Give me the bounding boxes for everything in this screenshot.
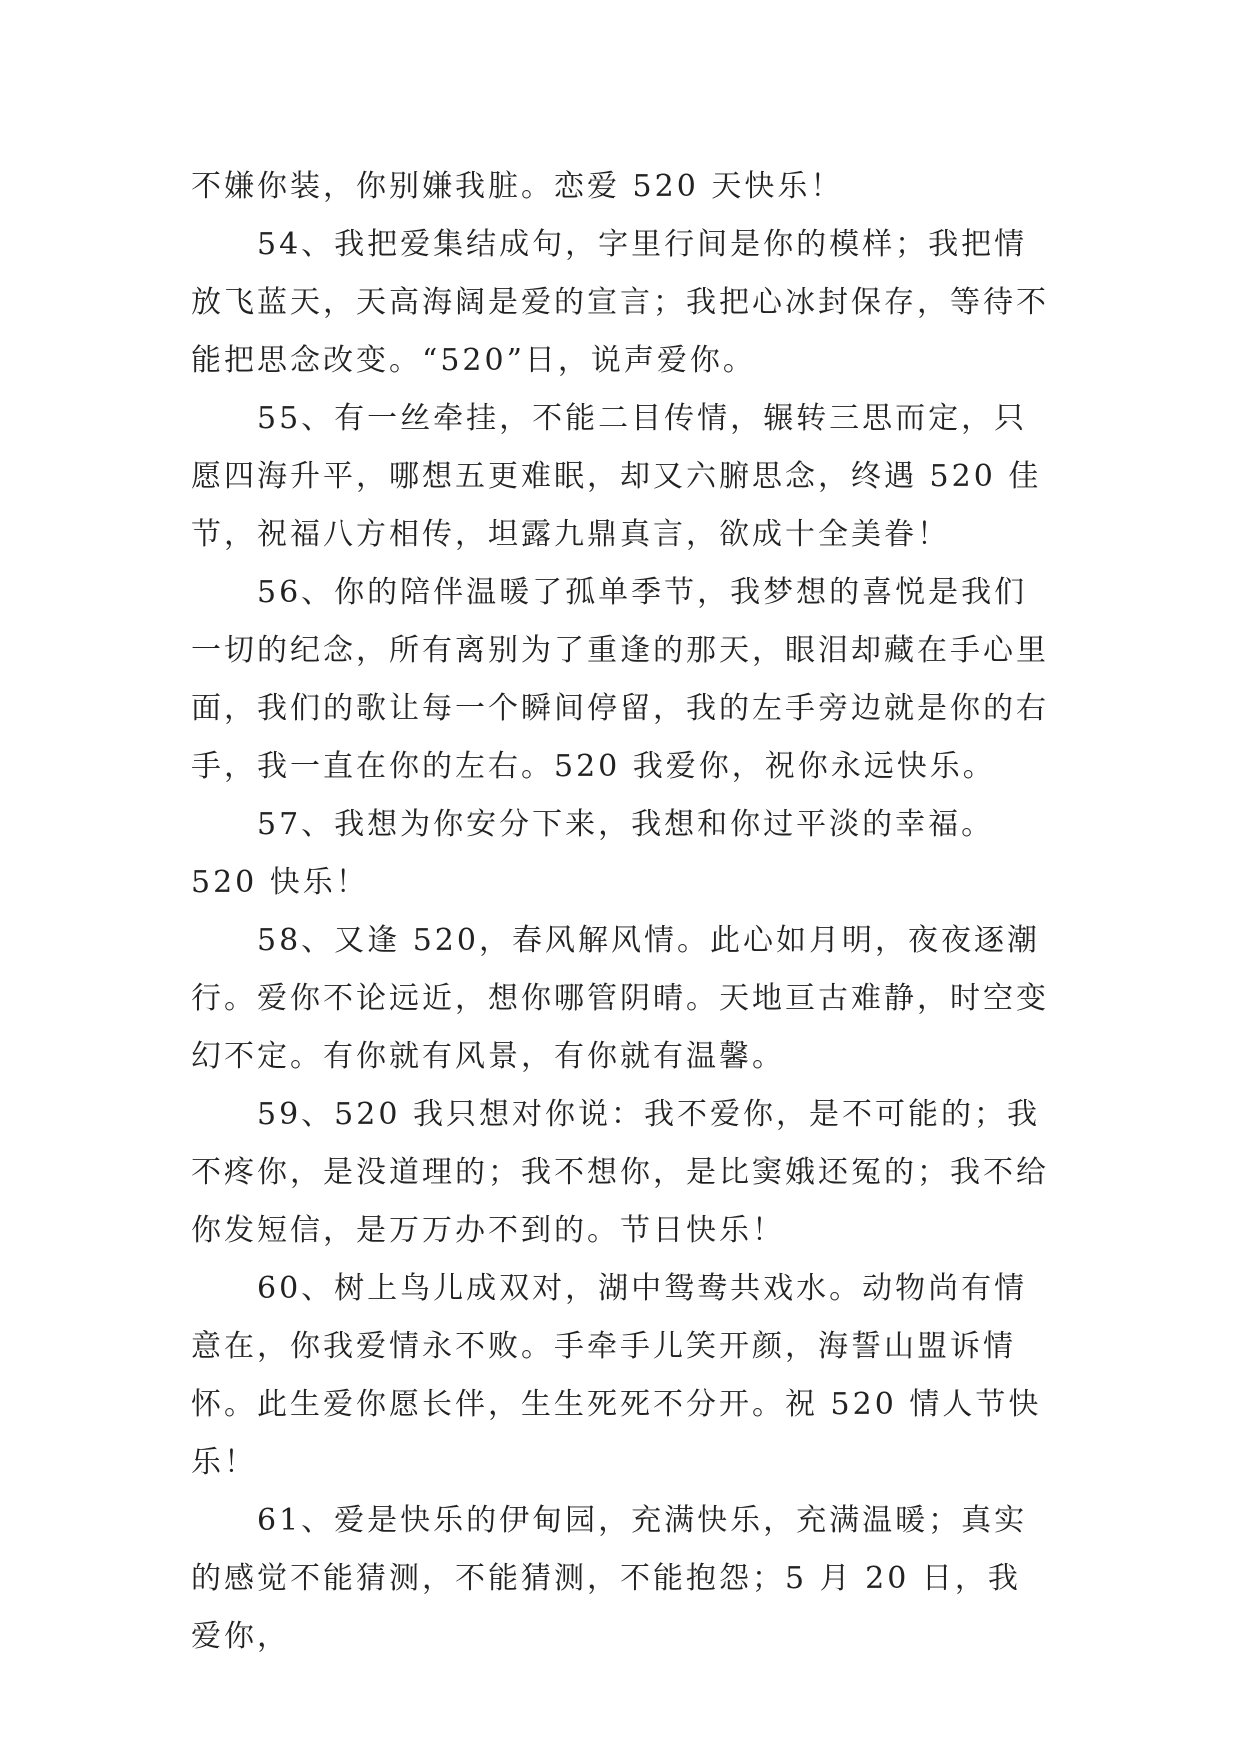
paragraph: 61、爱是快乐的伊甸园，充满快乐，充满温暖；真实的感觉不能猜测，不能猜测，不能抱怨；5 月 20 日，我爱你， — [191, 1503, 1028, 1654]
paragraph: 59、520 我只想对你说：我不爱你，是不可能的；我不疼你，是没道理的；我不想你，是比窦娥还冤的；我不给你发短信，是万万办不到的。节日快乐！ — [191, 1097, 1049, 1248]
paragraph: 58、又逢 520，春风解风情。此心如月明，夜夜逐潮行。爱你不论远近，想你哪管阴晴。天地亘古难静，时空变幻不定。有你就有风景，有你就有温馨。 — [191, 923, 1049, 1074]
paragraph: 55、有一丝牵挂，不能二目传情，辗转三思而定，只愿四海升平，哪想五更难眠，却又六腑思念，终遇 520 佳节，祝福八方相传，坦露九鼎真言，欲成十全美眷！ — [191, 401, 1042, 552]
paragraph: 不嫌你装，你别嫌我脏。恋爱 520 天快乐！ — [191, 169, 844, 204]
paragraph: 54、我把爱集结成句，字里行间是你的模样；我把情放飞蓝天，天高海阔是爱的宣言；我把心冰封保存，等待不能把思念改变。“520”日，说声爱你。 — [191, 227, 1049, 378]
paragraph: 60、树上鸟儿成双对，湖中鸳鸯共戏水。动物尚有情意在，你我爱情永不败。手牵手儿笑开颜，海誓山盟诉情怀。此生爱你愿长伴，生生死死不分开。祝 520 情人节快乐！ — [191, 1271, 1042, 1480]
document-body — [191, 158, 1051, 1666]
paragraph: 57、我想为你安分下来，我想和你过平淡的幸福。520 快乐！ — [191, 807, 995, 900]
paragraph: 56、你的陪伴温暖了孤单季节，我梦想的喜悦是我们一切的纪念，所有离别为了重逢的那天，眼泪却藏在手心里面，我们的歌让每一个瞬间停留，我的左手旁边就是你的右手，我一直在你的左右。520 我爱你，祝你永远快乐。 — [191, 575, 1049, 784]
